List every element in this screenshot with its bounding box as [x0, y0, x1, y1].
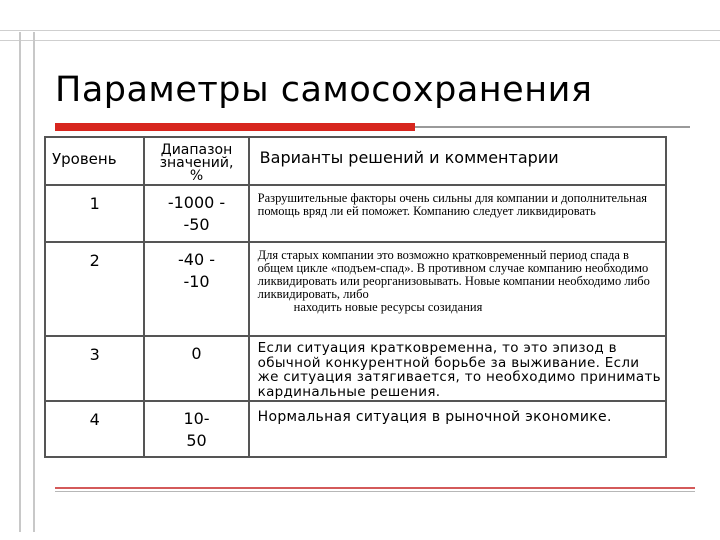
- bottom-gray-line: [55, 491, 695, 492]
- row-range: [144, 401, 248, 457]
- row-level: 3: [45, 336, 144, 400]
- row-range: [144, 336, 248, 400]
- header-variants: Варианты решений и комментарии: [249, 137, 666, 185]
- table-row: [45, 185, 666, 241]
- parameters-table: [44, 136, 667, 458]
- decor-vertical-line-inner: [33, 32, 35, 532]
- header-range-line1: Диапазон: [160, 142, 233, 158]
- row-range-line1: -1000 -: [167, 193, 226, 213]
- row-range: [144, 185, 248, 241]
- title-red-underline: [55, 123, 415, 131]
- row-range-line2: 50: [186, 430, 207, 450]
- bottom-red-line: [55, 487, 695, 489]
- header-range-line2: значений,: [159, 155, 234, 171]
- row-comment-main: Для старых компании это возможно кратковременный период спада в общем цикле «подъем-спад». В противном случае компанию необходимо ликвидировать или реорганизовывать. Новые компании необходимо либо ликвидировать, либо: [257, 247, 650, 301]
- row-level: 4: [45, 401, 144, 457]
- decor-grid-line-second: [0, 40, 720, 41]
- row-range: [144, 242, 248, 337]
- row-range-line1: 0: [191, 344, 202, 364]
- table-row: [45, 242, 666, 337]
- header-level: Уровень: [45, 137, 144, 185]
- row-range-line1: -40 -: [178, 249, 216, 269]
- row-range-line2: -10: [183, 271, 210, 291]
- table-row: [45, 401, 666, 457]
- row-range-line1: 10-: [183, 408, 210, 428]
- row-level: 2: [45, 242, 144, 337]
- row-comment: Разрушительные факторы очень сильны для компании и дополнительная помощь вряд ли ей поможет. Компанию следует ликвидировать: [249, 185, 666, 241]
- row-level: 1: [45, 185, 144, 241]
- row-comment: [249, 242, 666, 337]
- title-gray-underline: [415, 126, 690, 128]
- row-comment-last-line: находить новые ресурсы созидания: [293, 299, 483, 314]
- header-range: [144, 137, 248, 185]
- row-range-line2: -50: [183, 215, 210, 235]
- decor-vertical-line-left: [19, 32, 21, 532]
- table-header-row: [45, 137, 666, 185]
- table-row: [45, 336, 666, 400]
- row-comment: Если ситуация кратковременна, то это эпизод в обычной конкурентной борьбе за выживание. Если же ситуация затягивается, то необходимо принимать кардинальные решения.: [249, 336, 666, 400]
- header-range-line3: %: [189, 168, 204, 184]
- decor-grid-line-top: [0, 30, 720, 31]
- slide-title: Параметры самосохранения: [55, 70, 593, 110]
- row-comment: Нормальная ситуация в рыночной экономике.: [249, 401, 666, 457]
